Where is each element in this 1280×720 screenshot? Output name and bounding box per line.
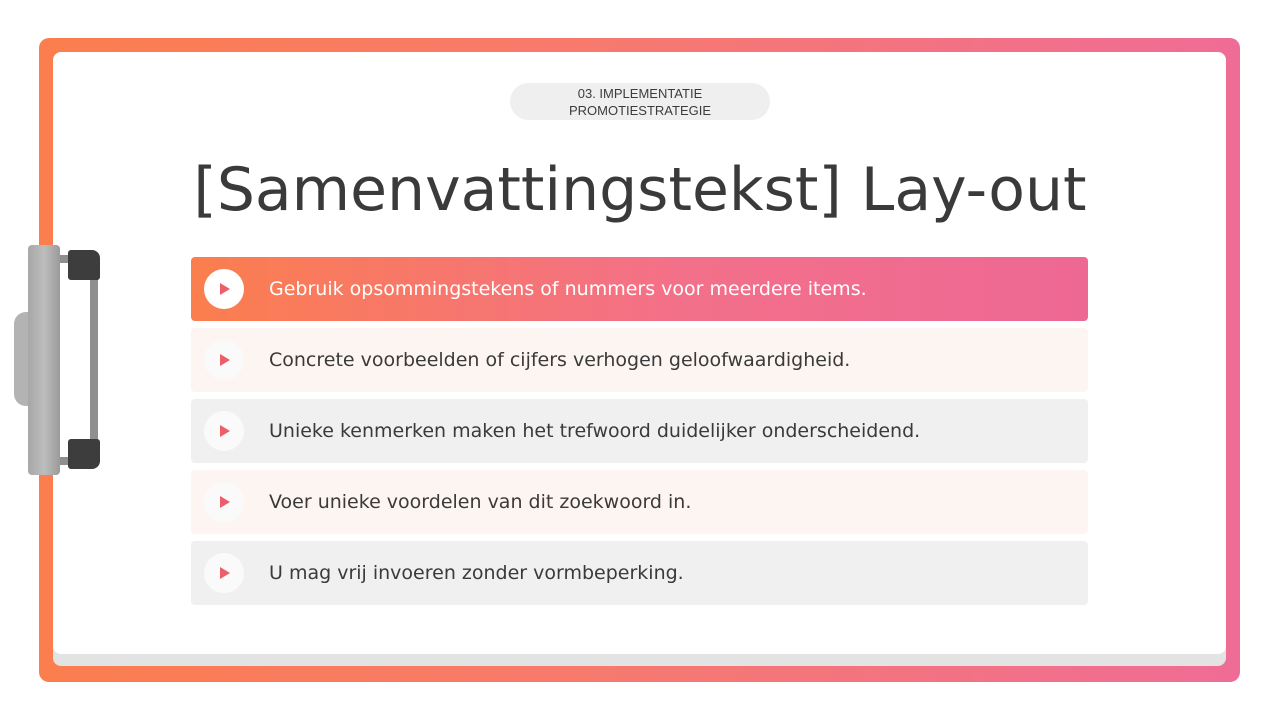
clipboard-clip-rail: [90, 262, 98, 458]
play-icon: [204, 553, 244, 593]
list-item-label: Unieke kenmerken maken het trefwoord duidelijker onderscheidend.: [269, 420, 921, 442]
play-icon: [204, 340, 244, 380]
clipboard-clip-plate: [28, 245, 60, 475]
list-item-label: Gebruik opsommingstekens of nummers voor meerdere items.: [269, 278, 867, 300]
bullet-list: [191, 257, 1088, 612]
list-item[interactable]: [191, 399, 1088, 463]
list-item-label: U mag vrij invoeren zonder vormbeperking.: [269, 562, 684, 584]
list-item[interactable]: [191, 257, 1088, 321]
clipboard-clip-cap-bottom: [68, 439, 100, 469]
list-item[interactable]: [191, 328, 1088, 392]
play-icon: [204, 482, 244, 522]
play-icon: [204, 269, 244, 309]
play-icon: [204, 411, 244, 451]
section-label: 03. IMPLEMENTATIE PROMOTIESTRATEGIE: [510, 83, 770, 120]
list-item[interactable]: [191, 541, 1088, 605]
list-item-label: Concrete voorbeelden of cijfers verhogen geloofwaardigheid.: [269, 349, 851, 371]
list-item[interactable]: [191, 470, 1088, 534]
clipboard-clip-cap-top: [68, 250, 100, 280]
list-item-label: Voer unieke voordelen van dit zoekwoord in.: [269, 491, 692, 513]
page-title: [Samenvattingstekst] Lay-out: [193, 155, 1087, 225]
